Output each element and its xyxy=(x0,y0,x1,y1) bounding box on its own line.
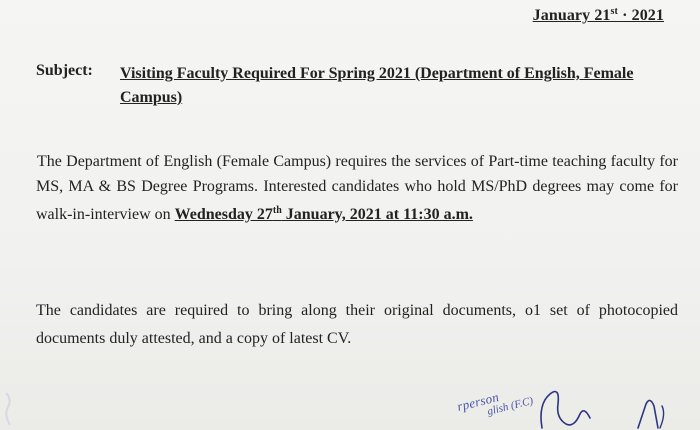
interview-datetime xyxy=(175,206,473,223)
interview-day: Wednesday 27 xyxy=(174,206,273,223)
interview-date-time: January, 2021 at 11:30 a.m. xyxy=(281,206,473,223)
stamp-line-1: rperson xyxy=(455,389,501,414)
letter-date xyxy=(533,6,664,25)
stamp-line-2: glish (F.C) xyxy=(486,394,535,418)
date-month-day: January 21 xyxy=(532,7,611,24)
margin-smudge xyxy=(0,385,20,430)
subject-label: Subject: xyxy=(36,62,93,79)
date-suffix: st xyxy=(610,6,618,17)
interview-day-suffix: th xyxy=(272,205,282,216)
subject-text: Visiting Faculty Required For Spring 2021 (Department of English, Female Campus) xyxy=(120,65,634,106)
date-year: · 2021 xyxy=(622,7,664,24)
signature xyxy=(520,384,680,430)
body-paragraph-2: The candidates are required to bring along their original documents, o1 set of photocopied documents duly attested, and a copy of latest CV. xyxy=(36,302,678,347)
body-paragraph-1 xyxy=(36,150,678,228)
para1-text: The Department of English (Female Campus) requires the services of Part-time teaching faculty for MS, MA & BS Degree Programs. Interested candidates who hold MS/PhD degrees may come for walk-in-interview on xyxy=(36,153,678,223)
